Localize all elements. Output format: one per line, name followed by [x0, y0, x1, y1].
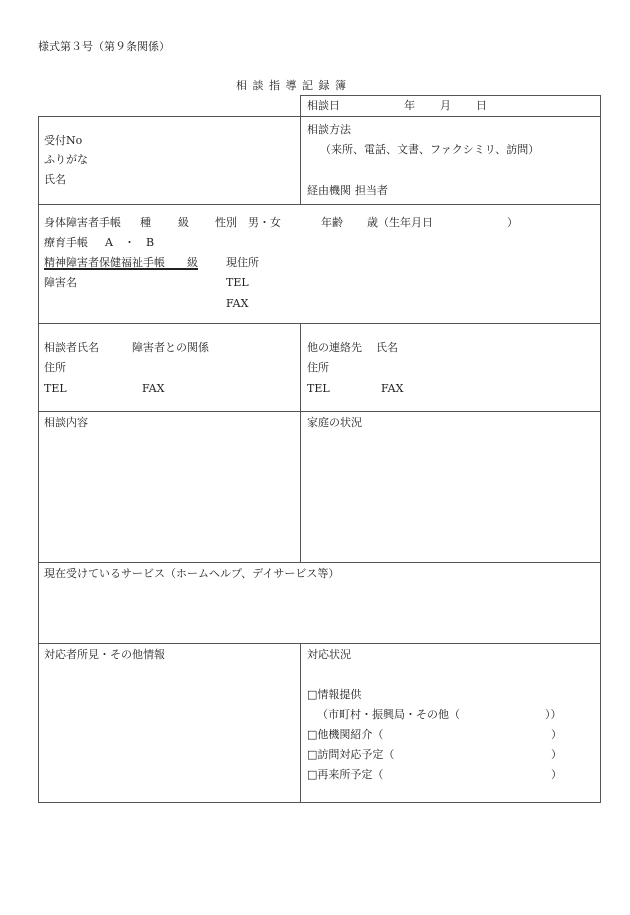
staff-label: 担当者 — [355, 184, 388, 197]
divider — [300, 116, 301, 204]
other-address-label: 住所 — [307, 361, 329, 374]
services-label: 現在受けているサービス（ホームヘルプ、デイサービス等） — [44, 567, 340, 580]
divider — [300, 323, 301, 562]
via-label: 経由機関 — [307, 184, 351, 197]
month-label: 月 — [440, 99, 451, 112]
type-label: 種 — [140, 216, 151, 229]
consult-date-label: 相談日 — [307, 99, 340, 112]
day-label: 日 — [476, 99, 487, 112]
receipt-no-label: 受付No — [44, 134, 83, 147]
family-label: 家庭の状況 — [307, 416, 362, 429]
status-referral[interactable]: □他機関紹介（ — [307, 728, 384, 741]
method-options: （来所、電話、文書、ファクシミリ、訪問） — [320, 143, 540, 156]
furigana-label: ふりがな — [44, 153, 88, 166]
divider — [38, 562, 601, 563]
close-paren: ）） — [545, 708, 562, 721]
relation-label: 障害者との関係 — [132, 341, 209, 354]
divider — [38, 323, 601, 324]
close-paren: ） — [551, 768, 562, 781]
year-label: 年 — [404, 99, 415, 112]
age-label: 年齢 — [321, 216, 343, 229]
disability-name-label: 障害名 — [44, 276, 77, 289]
mental-cert-label: 精神障害者保健福祉手帳 級 — [44, 256, 198, 269]
consultant-tel-label: TEL — [44, 382, 67, 395]
status-info-provision[interactable]: □情報提供 — [307, 688, 362, 701]
tel-label: TEL — [226, 276, 249, 289]
consultant-fax-label: FAX — [142, 382, 165, 395]
close-paren: ） — [507, 216, 518, 229]
divider — [38, 643, 601, 644]
other-name-label: 氏名 — [376, 341, 398, 354]
opinion-label: 対応者所見・その他情報 — [44, 648, 165, 661]
status-revisit[interactable]: □再来所予定（ — [307, 768, 384, 781]
other-contact-label: 他の連絡先 — [307, 341, 362, 354]
grade-label: 級 — [178, 216, 189, 229]
status-visit[interactable]: □訪問対応予定（ — [307, 748, 395, 761]
birthdate-label: 歳（生年月日 — [367, 216, 433, 229]
ryoiku-label: 療育手帳 — [44, 236, 88, 249]
status-label: 対応状況 — [307, 648, 351, 661]
form-number: 様式第３号（第９条関係） — [38, 40, 170, 53]
sex-label: 性別 男・女 — [215, 216, 281, 229]
divider — [38, 204, 601, 205]
divider — [38, 411, 601, 412]
divider — [300, 643, 301, 803]
status-info-targets: （市町村・振興局・その他（ — [317, 708, 460, 721]
consultant-name-label: 相談者氏名 — [44, 341, 99, 354]
consult-content-label: 相談内容 — [44, 416, 88, 429]
address-label: 現住所 — [226, 256, 259, 269]
name-label: 氏名 — [44, 173, 66, 186]
other-tel-label: TEL — [307, 382, 330, 395]
page-title: 相 談 指 導 記 録 簿 — [236, 79, 347, 92]
method-label: 相談方法 — [307, 123, 351, 136]
fax-label: FAX — [226, 297, 249, 310]
consultant-address-label: 住所 — [44, 361, 66, 374]
ryoiku-options: A ・ B — [105, 236, 155, 249]
other-fax-label: FAX — [381, 382, 404, 395]
close-paren: ） — [551, 728, 562, 741]
close-paren: ） — [551, 748, 562, 761]
physical-cert-label: 身体障害者手帳 — [44, 216, 121, 229]
